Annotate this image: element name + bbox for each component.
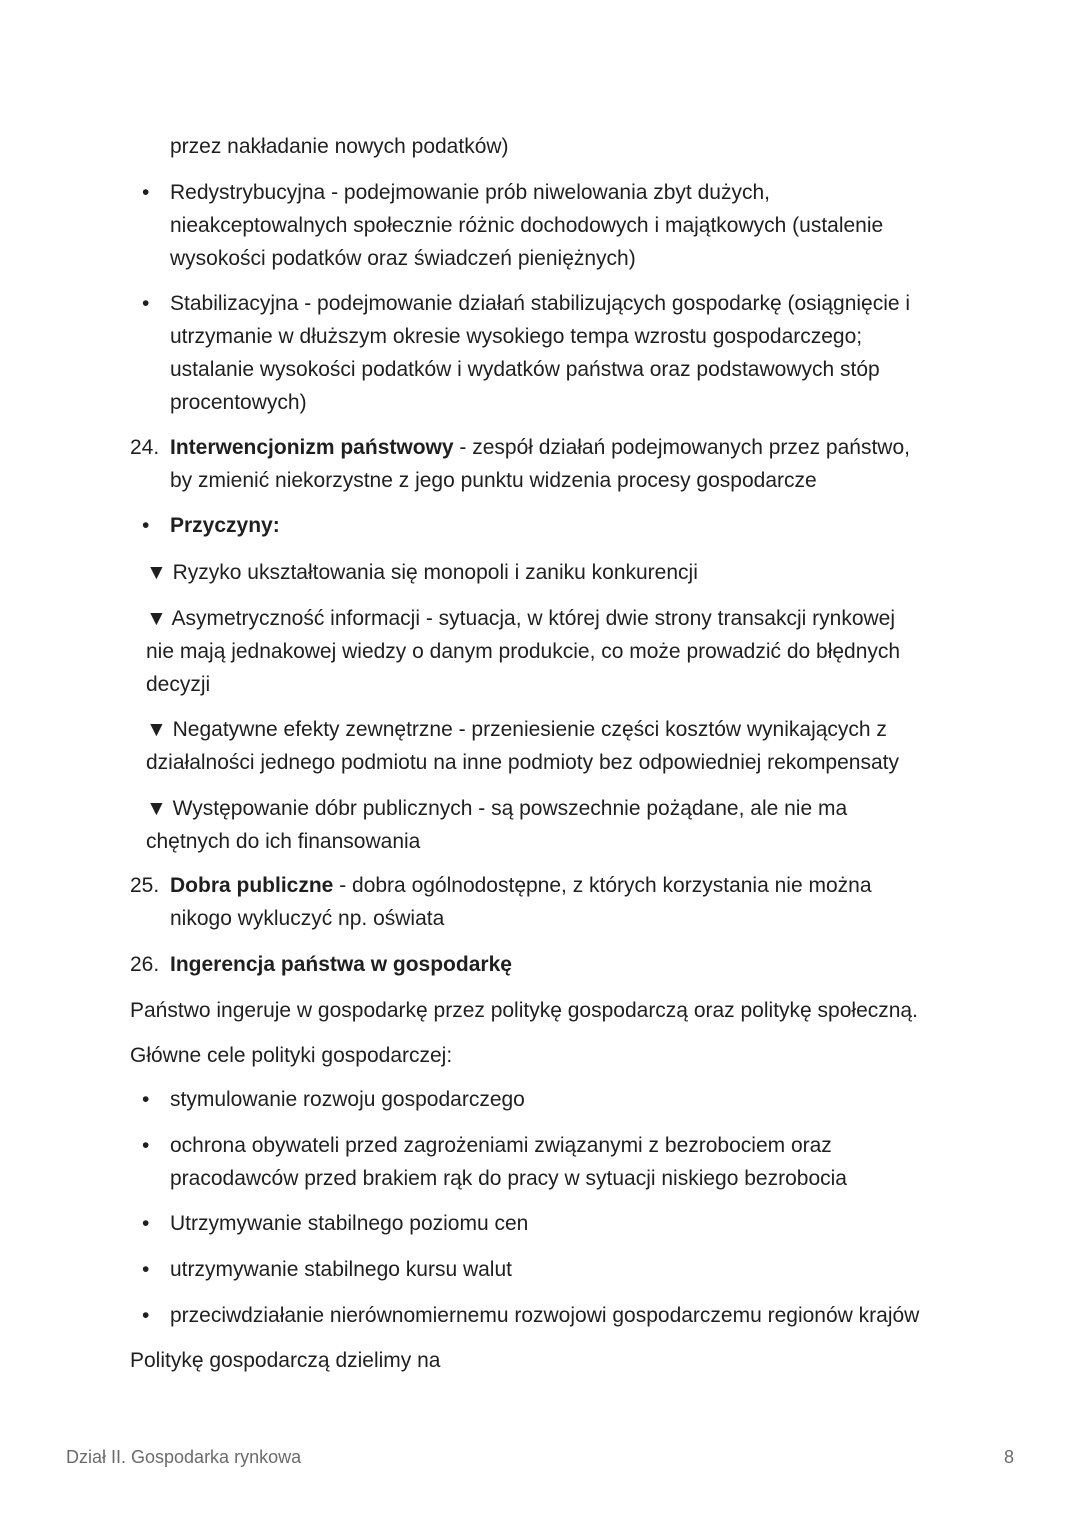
term-heading: Interwencjonizm państwowy (170, 436, 454, 459)
text-line: stymulowanie rozwoju gospodarczego (170, 1088, 525, 1111)
text-line: by zmienić niekorzystne z jego punktu widzenia procesy gospodarcze (170, 469, 817, 492)
text-line: decyzji (146, 673, 211, 696)
text-line: przez nakładanie nowych podatków) (170, 135, 509, 158)
list-number: 25. (130, 874, 160, 897)
list-number: 24. (130, 436, 160, 459)
text-line (170, 948, 512, 981)
bullet: • (142, 181, 150, 204)
page-number: 8 (1004, 1447, 1015, 1467)
text-line: ▼ Występowanie dóbr publicznych - są powszechnie pożądane, ale nie ma (146, 797, 848, 820)
bullet: • (142, 514, 150, 537)
text-line: ▼ Negatywne efekty zewnętrzne - przeniesienie części kosztów wynikających z (146, 718, 887, 741)
text-line: utrzymanie w dłuższym okresie wysokiego tempa wzrostu gospodarczego; (170, 325, 863, 348)
footer-section-title: Dział II. Gospodarka rynkowa (66, 1447, 302, 1467)
text-line (170, 509, 280, 542)
text-line: działalności jednego podmiotu na inne podmioty bez odpowiedniej rekompensaty (146, 751, 899, 774)
text-line: ustalanie wysokości podatków i wydatków państwa oraz podstawowych stóp (170, 358, 880, 381)
text-line: wysokości podatków oraz świadczeń pieniężnych) (170, 247, 636, 270)
text-line: ▼ Asymetryczność informacji - sytuacja, w której dwie strony transakcji rynkowej (146, 607, 896, 630)
bullet: • (142, 1134, 150, 1157)
term-heading: Dobra publiczne (170, 874, 334, 897)
bullet: • (142, 1212, 150, 1235)
bullet: • (142, 1304, 150, 1327)
text-line: nikogo wykluczyć np. oświata (170, 907, 445, 930)
text-line: ▼ Ryzyko ukształtowania się monopoli i zaniku konkurencji (146, 561, 698, 584)
text-line: nie mają jednakowej wiedzy o danym produkcie, co może prowadzić do błędnych (146, 640, 901, 663)
term-definition: - dobra ogólnodostępne, z których korzystania nie można (333, 874, 872, 897)
text-line: Stabilizacyjna - podejmowanie działań stabilizujących gospodarkę (osiągnięcie i (170, 292, 911, 315)
text-line: Redystrybucyjna - podejmowanie prób niwelowania zbyt dużych, (170, 181, 770, 204)
text-line: chętnych do ich finansowania (146, 830, 421, 853)
term-definition: - zespół działań podejmowanych przez państwo, (453, 436, 910, 459)
bullet: • (142, 1258, 150, 1281)
text-line: pracodawców przed brakiem rąk do pracy w sytuacji niskiego bezrobocia (170, 1167, 847, 1190)
subheading: Przyczyny: (170, 514, 280, 537)
text-line: Utrzymywanie stabilnego poziomu cen (170, 1212, 529, 1235)
bullet: • (142, 292, 150, 315)
text-line: Państwo ingeruje w gospodarkę przez politykę gospodarczą oraz politykę społeczną. (130, 999, 918, 1022)
text-line: utrzymywanie stabilnego kursu walut (170, 1258, 512, 1281)
term-heading: Ingerencja państwa w gospodarkę (170, 953, 512, 976)
list-number: 26. (130, 953, 160, 976)
text-line: ochrona obywateli przed zagrożeniami związanymi z bezrobociem oraz (170, 1134, 832, 1157)
text-line: Politykę gospodarczą dzielimy na (130, 1349, 441, 1372)
text-line: przeciwdziałanie nierównomiernemu rozwojowi gospodarczemu regionów krajów (170, 1304, 920, 1327)
text-line: Główne cele polityki gospodarczej: (130, 1044, 453, 1067)
text-line: procentowych) (170, 391, 307, 414)
bullet: • (142, 1088, 150, 1111)
text-line (170, 869, 872, 902)
text-line: nieakceptowalnych społecznie różnic dochodowych i majątkowych (ustalenie (170, 214, 884, 237)
text-line (170, 431, 910, 464)
